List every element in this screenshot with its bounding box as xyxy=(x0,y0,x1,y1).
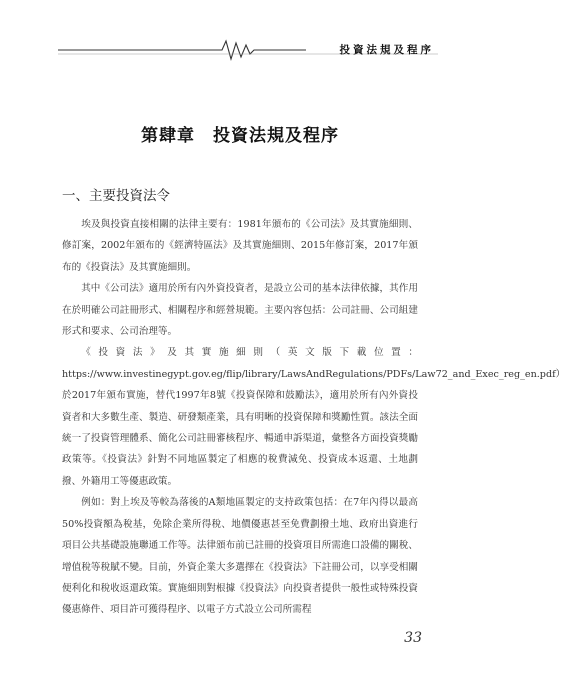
running-header xyxy=(58,38,438,62)
paragraph: 埃及與投資直接相關的法律主要有：1981年頒布的《公司法》及其實施細則、修訂案，2002年頒布的《經濟特區法》及其實施細則、2015年修訂案，2017年頒布的《投資法》及其實施細則。 xyxy=(62,219,418,273)
page-number: 33 xyxy=(404,630,422,646)
paragraph: 例如：對上埃及等較為落後的A類地區製定的支持政策包括：在7年內得以最高50%投資額為稅基，免除企業所得稅、地價優惠甚至免費劃撥土地、政府出資進行項目公共基礎設施聯通工作等。法律頒布前已註冊的投資項目所需進口設備的關稅、增值稅等稅賦不變。目前，外資企業大多選擇在《投資法》下註冊公司，以享受相關便利化和稅收返還政策。實施細則對根據《投資法》向投資者提供一般性或特殊投資優惠條件、項目許可獲得程序、以電子方式設立公司所需程 xyxy=(62,497,418,616)
paragraph: 《投資法》及其實施細則（英文版下載位置：https://www.investinegypt.gov.eg/flip/library/LawsAndRegulations/PDFs/Law72_and_Exec_reg_en.pdf）於2017年頒布實施，替代1997年8號《投資保障和鼓勵法》，適用於所有內外資投資者和大多數生產、製造、研發類產業，具有明晰的投資保障和獎勵性質。該法全面統一了投資管理體系、簡化公司註冊審核程序、暢通申訴渠道，彙整各方面投資獎勵政策等。《投資法》針對不同地區製定了相應的稅費減免、投資成本返還、土地劃撥、外籍用工等優惠政策。 xyxy=(62,347,565,487)
body-text xyxy=(62,214,565,621)
chapter-title: 第肆章 投資法規及程序 xyxy=(141,126,339,146)
section-heading: 一、主要投資法令 xyxy=(62,188,170,204)
paragraph: 其中《公司法》適用於所有內外資投資者，是設立公司的基本法律依據，其作用在於明確公司註冊形式、相關程序和經營規範。主要內容包括：公司註冊、公司組建形式和要求、公司治理等。 xyxy=(62,283,418,338)
header-title: 投資法規及程序 xyxy=(339,44,434,56)
